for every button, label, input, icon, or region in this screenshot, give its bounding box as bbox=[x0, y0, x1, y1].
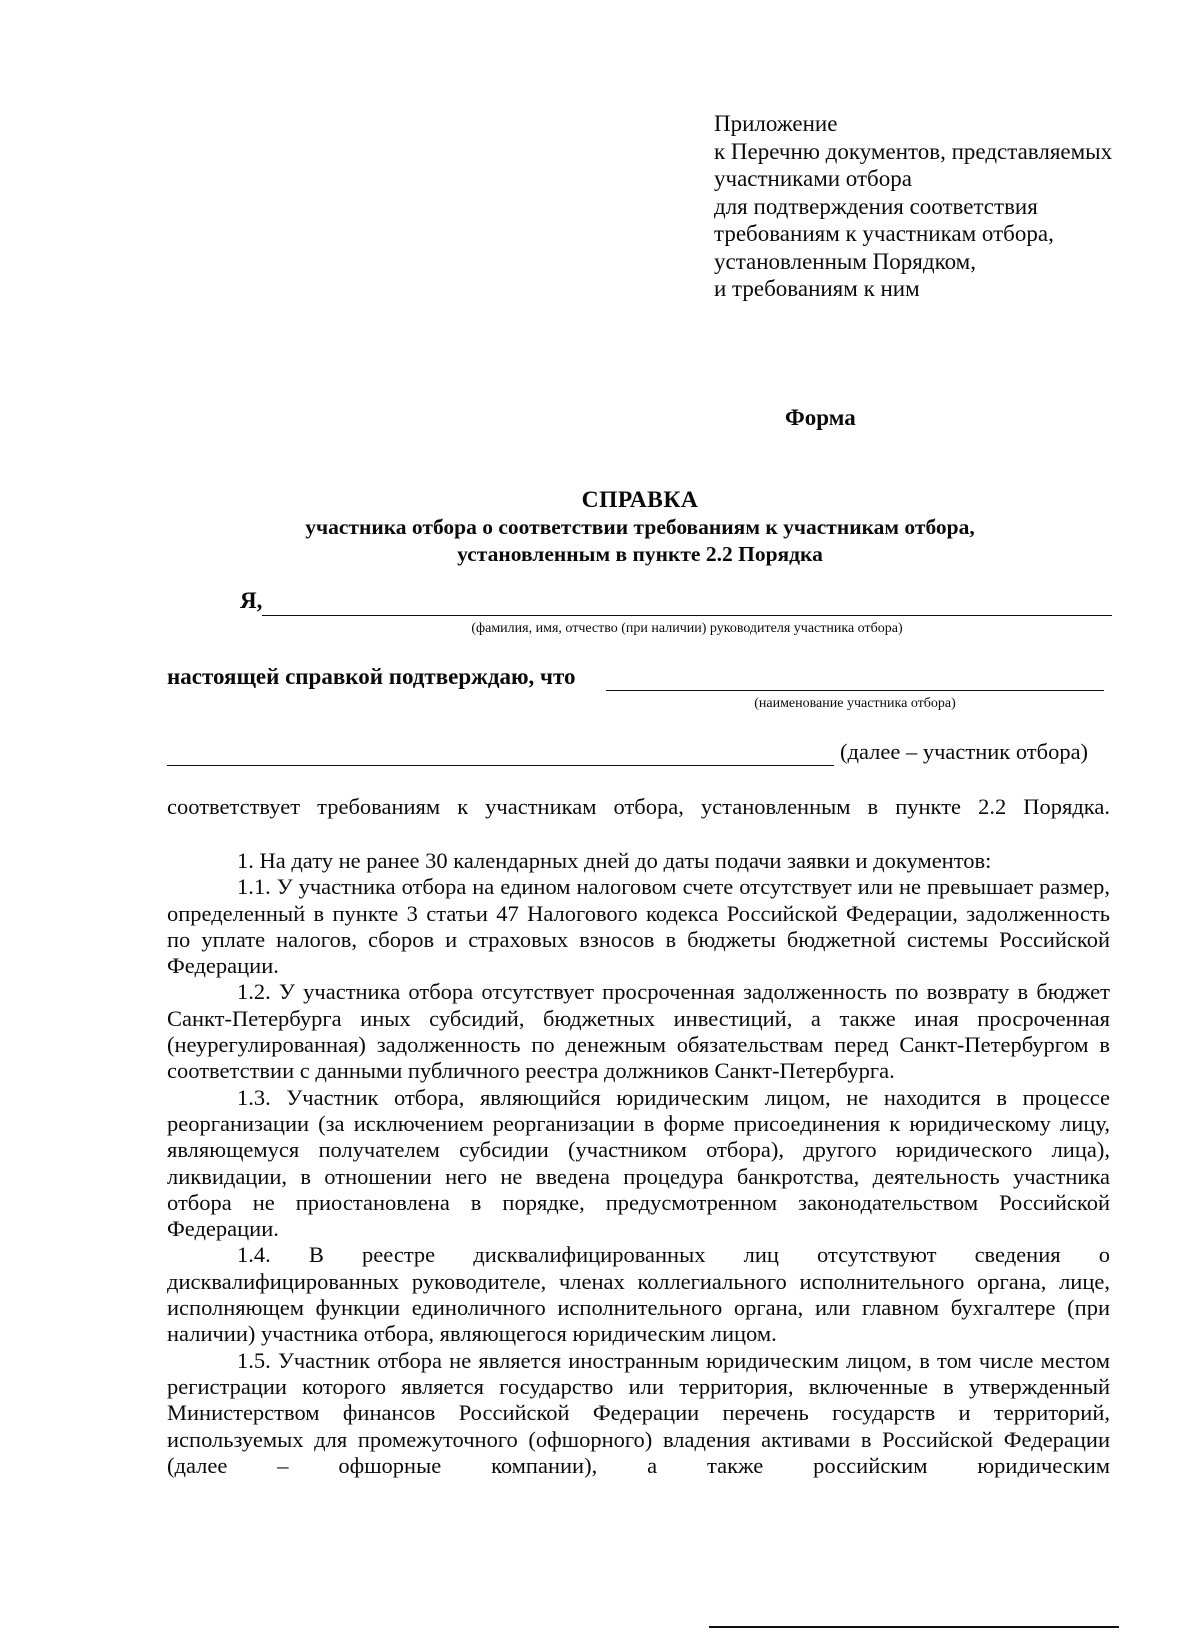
ya-label: Я, bbox=[240, 588, 263, 613]
title-main: СПРАВКА bbox=[581, 487, 699, 513]
appendix-line: для подтверждения соответствия bbox=[714, 193, 1038, 219]
participant-name-field-line[interactable] bbox=[606, 690, 1104, 691]
title-line-2: установленным в пункте 2.2 Порядка bbox=[457, 541, 823, 566]
appendix-line: установленным Порядком, bbox=[714, 248, 976, 274]
paragraph-1-4: 1.4. В реестре дисквалифицированных лиц отсутствуют сведения о дисквалифицированных руководителе, членах коллегиального исполнительного органа, лице, исполняющем функции единоличного исполнительного органа, или главном бухгалтере (при наличии) участника отбора, являющегося юридическим лицом. bbox=[167, 1242, 1110, 1347]
compliance-statement bbox=[167, 794, 1110, 820]
appendix-header bbox=[714, 110, 1112, 303]
appendix-line: участниками отбора bbox=[714, 166, 912, 191]
appendix-line: к Перечню документов, представляемых bbox=[714, 138, 1113, 164]
form-label: Форма bbox=[785, 405, 856, 430]
hereinafter-note: (далее – участник отбора) bbox=[840, 739, 1089, 764]
head-name-field-line[interactable] bbox=[262, 615, 1112, 616]
requirements-body bbox=[167, 848, 1110, 1479]
paragraph-1-1: 1.1. У участника отбора на едином налоговом счете отсутствует или не превышает размер, определенный в пункте 3 статьи 47 Налогового кодекса Российской Федерации, задолженность по уплате налогов, сборов и страховых взносов в бюджеты бюджетной системы Российской Федерации. bbox=[167, 874, 1110, 979]
document-title bbox=[165, 486, 1115, 567]
paragraph-1: 1. На дату не ранее 30 календарных дней до даты подачи заявки и документов: bbox=[237, 848, 992, 873]
appendix-line: требованиям к участникам отбора, bbox=[714, 221, 1054, 246]
paragraph-1-5: 1.5. Участник отбора не является иностранным юридическим лицом, в том числе местом регистрации которого является государство или территория, включенные в утвержденный Министерством финансов Российской Федерации перечень государств и территорий, используемых для промежуточного (офшорного) владения активами в Российской Федерации (далее – офшорные компании), а также российским юридическим bbox=[167, 1347, 1110, 1478]
appendix-line: Приложение bbox=[714, 111, 838, 136]
participant-name-continuation-line[interactable] bbox=[167, 765, 834, 766]
page-edge-line bbox=[709, 1626, 1119, 1628]
participant-name-hint: (наименование участника отбора) bbox=[754, 696, 956, 711]
compliance-text: соответствует требованиям к участникам отбора, установленным в пункте 2.2 Порядка. bbox=[167, 794, 1110, 819]
paragraph-1-2: 1.2. У участника отбора отсутствует просроченная задолженность по возврату в бюджет Санкт-Петербурга иных субсидий, бюджетных инвестиций, а также иная просроченная (неурегулированная) задолженность по денежным обязательствам перед Санкт-Петербургом в соответствии с данными публичного реестра должников Санкт-Петербурга. bbox=[167, 979, 1110, 1084]
appendix-line: и требованиям к ним bbox=[714, 276, 920, 301]
paragraph-1-3: 1.3. Участник отбора, являющийся юридическим лицом, не находится в процессе реорганизации (за исключением реорганизации в форме присоединения к юридическому лицу, являющемуся получателем субсидии (участником отбора), другого юридического лица), ликвидации, в отношении него не введена процедура банкротства, деятельность участника отбора не приостановлена в порядке, предусмотренном законодательством Российской Федерации. bbox=[167, 1084, 1110, 1242]
confirm-label: настоящей справкой подтверждаю, что bbox=[167, 664, 576, 689]
title-line-1: участника отбора о соответствии требованиям к участникам отбора, bbox=[305, 515, 975, 539]
head-name-hint: (фамилия, имя, отчество (при наличии) руководителя участника отбора) bbox=[471, 621, 903, 636]
